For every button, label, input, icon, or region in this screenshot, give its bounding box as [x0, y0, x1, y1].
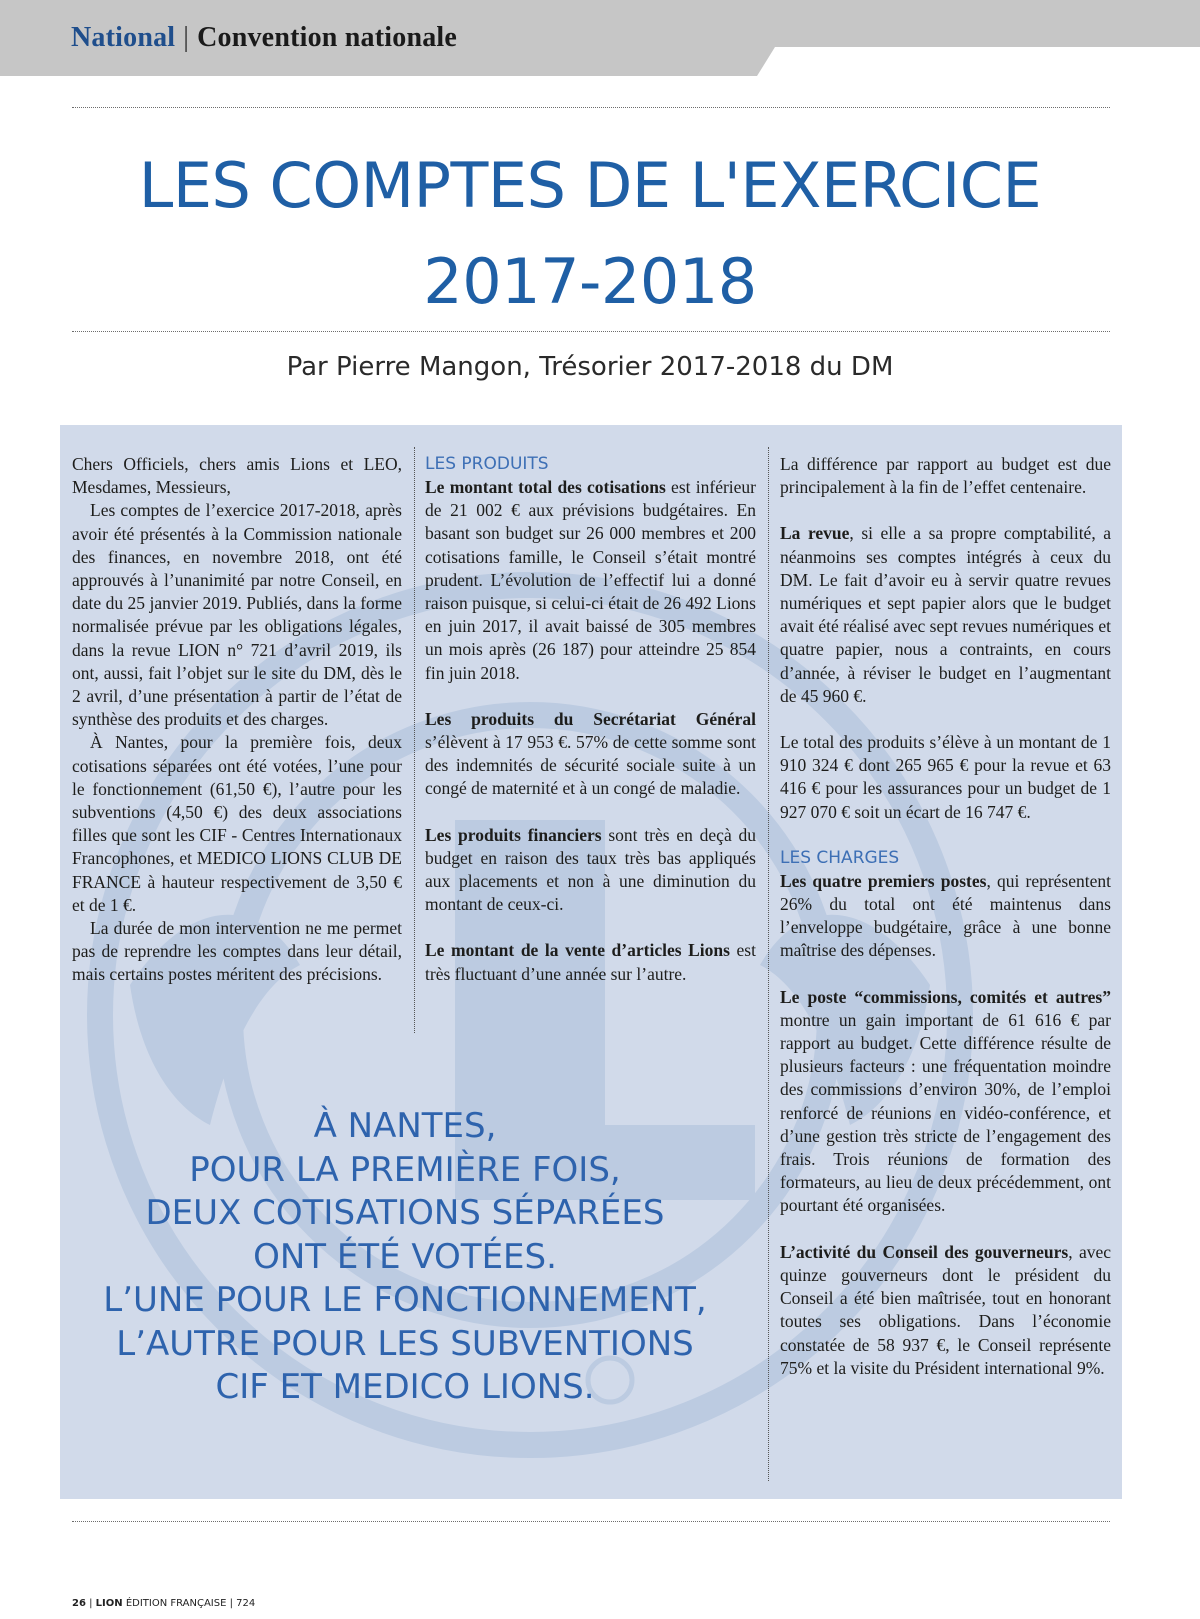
section-label: National: [71, 22, 176, 53]
heading-charges: LES CHARGES: [780, 847, 900, 868]
col3-text: montre un gain important de 61 616 € par rapport au budget. Cette différence résulte de plusieurs facteurs : une fréquentation moindre des commissions d’environ 30%, de l’emploi renforcé de réunions en vidéo-conférence, et d’une gestion très stricte de l’engagement des frais. Trois réunions de formation des formateurs, au lieu de deux précédemment, ont pourtant été organisées.: [780, 1009, 1111, 1216]
heading-produits: LES PRODUITS: [425, 454, 549, 474]
page-number: 26: [72, 1598, 86, 1609]
footer-issue: 724: [236, 1598, 256, 1609]
col3-text: , si elle a sa propre comptabilité, a néanmoins ses comptes intégrés à ceux du DM. Le fait d’avoir eu à servir quatre revues numériques et sept papier alors que le budget avait été réalisé avec sept revues numériques et quatre papier, nous a contraints, en cours d’année, à réviser le budget en l’augmentant de 45 960 €.: [780, 523, 1111, 706]
column-1: [72, 453, 402, 987]
article-title: [70, 138, 1110, 330]
col3-lead: Les quatre premiers postes: [780, 870, 987, 891]
column-separator-2: [768, 447, 769, 1481]
col1-paragraph: Les comptes de l’exercice 2017-2018, après avoir été présentés à la Commission nationale des finances, en novembre 2018, ont été approuvés à l’unanimité par notre Conseil, en date du 25 janvier 2019. Publiés, dans la forme normalisée prévue par les obligations légales, dans la revue LION n° 721 d’avril 2019, ils ont, aussi, fait l’objet sur le site du DM, dès le 2 avril, d’une présentation à partir de l’état de synthèse des produits et des charges.: [72, 500, 402, 730]
header-title: Convention nationale: [197, 22, 458, 53]
col2-lead: Le montant de la vente d’articles Lions: [425, 940, 730, 961]
col2-lead: Les produits financiers: [425, 824, 602, 845]
col1-greeting: Chers Officiels, chers amis Lions et LEO, Mesdames, Messieurs,: [72, 454, 402, 498]
col3-text: , avec quinze gouverneurs dont le président du Conseil a été bien maîtrisée, tout en honorant toutes ses obligations. Dans l’économie constatée de 58 937 €, le Conseil représente 75% et la visite du Président international 9%.: [780, 1241, 1111, 1378]
divider-bottom: [72, 1521, 1110, 1522]
col3-lead: Le poste “commissions, comités et autres”: [780, 986, 1111, 1007]
col3-paragraph: [780, 986, 1111, 1218]
byline: Par Pierre Mangon, Trésorier 2017-2018 du DM: [286, 352, 894, 382]
col3-paragraph: Le total des produits s’élève à un montant de 1 910 324 € dont 265 965 € pour la revue et 63 416 € pour les assurances pour un budget de 1 927 070 € soit un écart de 16 747 €.: [780, 732, 1111, 822]
col2-text: sont très en deçà du budget en raison des taux très bas appliqués aux placements et non à une diminution du montant de ceux-ci.: [425, 824, 756, 915]
column-3: [780, 453, 1111, 1380]
pull-quote-line: ONT ÉTÉ VOTÉES.: [253, 1236, 557, 1277]
pull-quote-line: À NANTES,: [313, 1106, 497, 1146]
col2-text: est très fluctuant d’une année sur l’autre.: [425, 940, 756, 984]
col3-lead: La revue: [780, 523, 850, 544]
header-band: [0, 0, 1200, 76]
col1-paragraph: À Nantes, pour la première fois, deux cotisations séparées ont été votées, l’une pour le fonctionnement (61,50 €), l’autre pour les subventions (4,50 €) des deux associations filles que sont les CIF - Centres Internationaux Francophones, et MEDICO LIONS CLUB DE FRANCE à hauteur respectivement de 3,50 € et de 1 €.: [72, 732, 402, 915]
col3-lead: L’activité du Conseil des gouverneurs: [780, 1241, 1069, 1262]
col2-paragraph: [425, 939, 756, 985]
page-footer: 26 | LION ÉDITION FRANÇAISE | 724: [72, 1598, 256, 1609]
col3-paragraph: [780, 870, 1111, 963]
article-title-line1: LES COMPTES DE L'EXERCICE: [138, 149, 1042, 222]
header-text: [71, 22, 457, 54]
article-title-line2: 2017-2018: [423, 245, 757, 318]
column-separator-1: [414, 447, 415, 1033]
pull-quote-line: DEUX COTISATIONS SÉPARÉES: [145, 1193, 665, 1233]
col2-text: s’élèvent à 17 953 €. 57% de cette somme sont des indemnités de sécurité sociale suite à un congé de maternité et à un congé de maladie.: [425, 732, 756, 799]
col2-text: est inférieur de 21 002 € aux prévisions budgétaires. En basant son budget sur 26 000 membres et 200 cotisations famille, le Conseil s’était montré prudent. L’évolution de l’effectif lui a donné raison puisque, si celui-ci était de 26 492 Lions en juin 2017, il avait baissé de 305 membres un mois après (26 187) pour atteindre 25 854 fin juin 2018.: [425, 477, 756, 683]
col2-paragraph: [425, 824, 756, 917]
col3-paragraph: La différence par rapport au budget est due principalement à la fin de l’effet centenaire.: [780, 454, 1111, 498]
col2-lead: Les produits du Secrétariat Général: [425, 708, 756, 729]
pull-quote-line: L’AUTRE POUR LES SUBVENTIONS: [116, 1323, 694, 1364]
col2-paragraph: [425, 476, 756, 685]
footer-brand: LION: [95, 1598, 123, 1609]
footer-edition: ÉDITION FRANÇAISE: [125, 1598, 227, 1609]
column-2: [425, 453, 756, 986]
col2-paragraph: [425, 708, 756, 801]
pull-quote-line: CIF ET MEDICO LIONS.: [215, 1367, 595, 1407]
col3-text: , qui représentent 26% du total ont été maintenus dans l’enveloppe budgétaire, grâce à une bonne maîtrise des dépenses.: [780, 870, 1112, 961]
col1-paragraph: La durée de mon intervention ne me permet pas de reprendre les comptes dans leur détail, mais certains postes méritent des précisions.: [72, 918, 402, 985]
divider-title: [72, 331, 1110, 332]
col2-lead: Le montant total des cotisations: [425, 477, 666, 497]
header-separator: |: [183, 22, 190, 53]
pull-quote: [60, 1105, 750, 1410]
col3-paragraph: [780, 522, 1111, 708]
col3-paragraph: [780, 1241, 1111, 1380]
pull-quote-line: POUR LA PREMIÈRE FOIS,: [189, 1149, 621, 1190]
pull-quote-line: L’UNE POUR LE FONCTIONNEMENT,: [103, 1280, 707, 1320]
divider-top: [72, 107, 1110, 108]
